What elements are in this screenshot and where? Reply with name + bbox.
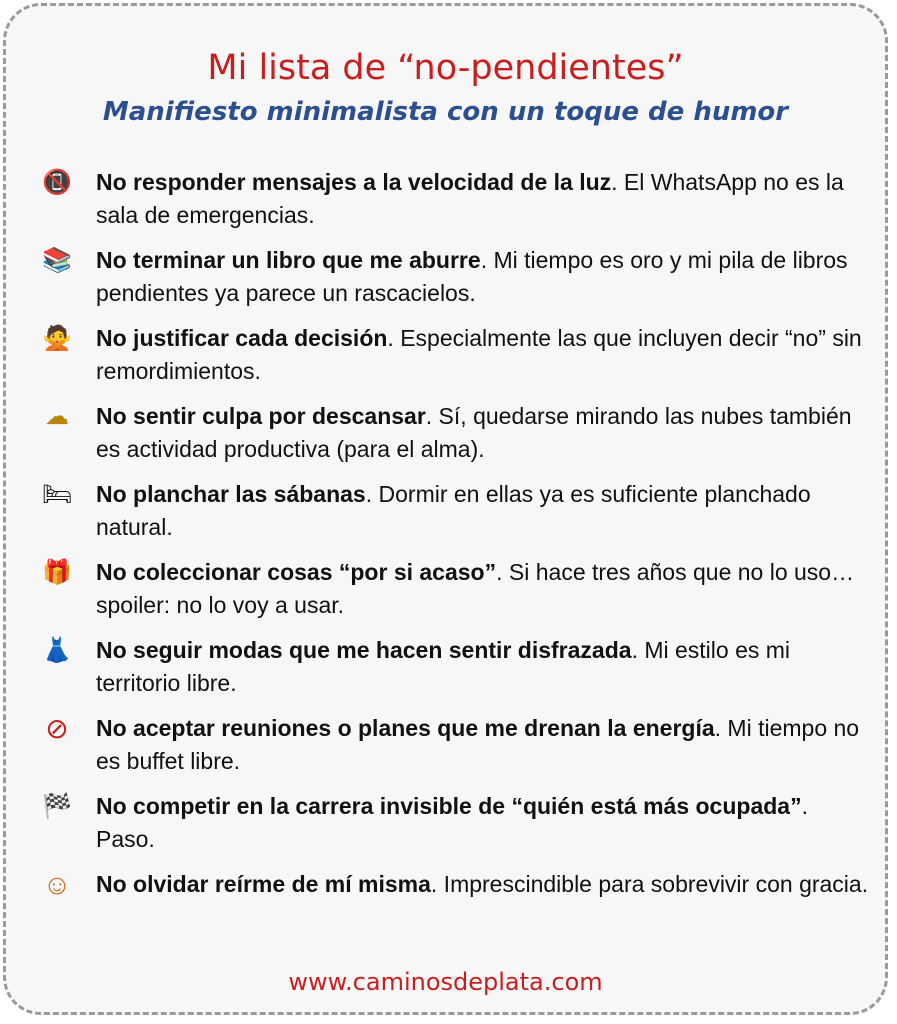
list-item-bold-text: No justificar cada decisión bbox=[96, 325, 388, 351]
list-item-bold-text: No terminar un libro que me aburre bbox=[96, 247, 481, 273]
list-item bbox=[42, 790, 872, 856]
list-item-rest-text: . El WhatsApp no es la sala de emergencias. bbox=[96, 169, 844, 228]
manifesto-card bbox=[3, 3, 888, 1015]
list-item-rest-text: . Sí, quedarse mirando las nubes también es actividad productiva (para el alma). bbox=[96, 403, 852, 462]
list-item bbox=[42, 322, 872, 388]
list-item-rest-text: . Si hace tres años que no lo uso… spoiler: no lo voy a usar. bbox=[96, 559, 855, 618]
bed-icon: 🛏 bbox=[41, 481, 73, 508]
list-item bbox=[42, 166, 872, 232]
website-url: www.caminosdeplata.com bbox=[288, 968, 603, 996]
list-item-bold-text: No competir en la carrera invisible de “quién está más ocupada” bbox=[96, 793, 802, 819]
smiling-face-icon: ☺ bbox=[42, 869, 72, 900]
list-item-bold-text: No olvidar reírme de mí misma bbox=[96, 871, 431, 897]
dress-icon: 👗 bbox=[42, 637, 72, 664]
list-item-rest-text: . Especialmente las que incluyen decir “no” sin remordimientos. bbox=[96, 325, 862, 384]
person-gesturing-no-icon: 🙅 bbox=[42, 325, 72, 352]
list-item-bold-text: No seguir modas que me hacen sentir disfrazada bbox=[96, 637, 632, 663]
cloud-icon: ☁ bbox=[45, 403, 69, 430]
list-item bbox=[42, 556, 872, 622]
list-item-rest-text: . Mi tiempo es oro y mi pila de libros pendientes ya parece un rascacielos. bbox=[96, 247, 848, 306]
list-item-rest-text: . Mi tiempo no es buffet libre. bbox=[96, 715, 860, 774]
list-item-text bbox=[96, 322, 872, 388]
list-item-bold-text: No aceptar reuniones o planes que me drenan la energía bbox=[96, 715, 715, 741]
list-item-text bbox=[96, 634, 872, 700]
no-mobile-phones-icon: 📵 bbox=[42, 169, 72, 196]
list-item-text bbox=[96, 790, 872, 856]
page-subtitle: Manifiesto minimalista con un toque de humor bbox=[102, 97, 789, 127]
list-item-bold-text: No sentir culpa por descansar bbox=[96, 403, 426, 429]
list-item-rest-text: . Paso. bbox=[96, 793, 808, 852]
list-item-text bbox=[96, 478, 872, 544]
books-icon: 📚 bbox=[42, 247, 72, 274]
list-item bbox=[42, 634, 872, 700]
list-item-rest-text: . Mi estilo es mi territorio libre. bbox=[96, 637, 791, 696]
list-item-text bbox=[96, 400, 872, 466]
list-item-text bbox=[96, 712, 872, 778]
page-title: Mi lista de “no-pendientes” bbox=[207, 48, 684, 88]
list-item-bold-text: No planchar las sábanas bbox=[96, 481, 366, 507]
list-item-rest-text: . Imprescindible para sobrevivir con gracia. bbox=[430, 871, 869, 897]
list-item bbox=[42, 244, 872, 310]
list-item-bold-text: No coleccionar cosas “por si acaso” bbox=[96, 559, 497, 585]
list-item bbox=[42, 478, 872, 544]
gift-box-icon: 🎁 bbox=[42, 559, 72, 586]
no-pendientes-list bbox=[42, 166, 872, 946]
list-item-text bbox=[96, 166, 872, 232]
list-item bbox=[42, 400, 872, 466]
list-item-text bbox=[96, 868, 872, 901]
list-item-rest-text: . Dormir en ellas ya es suficiente planchado natural. bbox=[96, 481, 811, 540]
list-item-bold-text: No responder mensajes a la velocidad de la luz bbox=[96, 169, 612, 195]
list-item bbox=[42, 712, 872, 778]
list-item bbox=[42, 868, 872, 934]
prohibited-icon: ⊘ bbox=[45, 713, 69, 744]
list-item-text bbox=[96, 244, 872, 310]
list-item-text bbox=[96, 556, 872, 622]
checkered-flag-icon: 🏁 bbox=[42, 793, 72, 820]
